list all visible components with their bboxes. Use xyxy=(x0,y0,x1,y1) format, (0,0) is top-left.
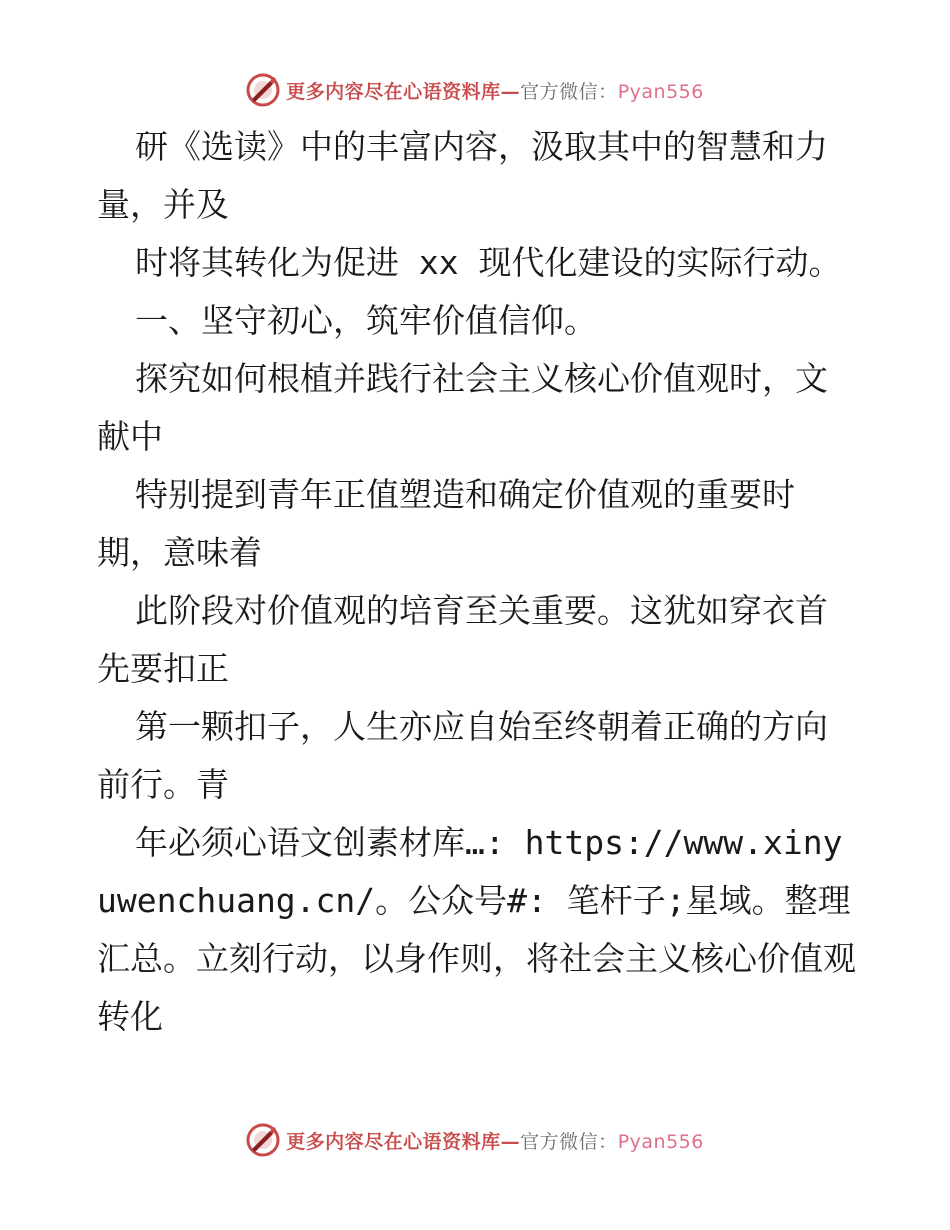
watermark-text xyxy=(286,1127,704,1154)
paragraph: 年必须心语文创素材库…: https://www.xinyuwenchuang.cn/。公众号#: 笔杆子;星域。整理汇总。立刻行动，以身作则，将社会主义核心价值观转化 xyxy=(97,823,856,1036)
paragraph: 研《选读》中的丰富内容，汲取其中的智慧和力量，并及 xyxy=(97,127,828,224)
paragraph: 此阶段对价值观的培育至关重要。这犹如穿衣首先要扣正 xyxy=(97,591,828,688)
watermark-official: 官方微信： xyxy=(520,80,618,103)
watermark-official: 官方微信： xyxy=(520,1130,618,1153)
paragraph: 第一颗扣子，人生亦应自始至终朝着正确的方向前行。青 xyxy=(97,707,828,804)
watermark-main: 更多内容尽在心语资料库 xyxy=(286,1130,501,1153)
watermark-wechat-id: Pyan556 xyxy=(617,1130,704,1153)
paragraph: 一、坚守初心，筑牢价值信仰。 xyxy=(135,301,597,340)
watermark-wechat-id: Pyan556 xyxy=(617,80,704,103)
footer-watermark xyxy=(0,1120,950,1160)
watermark-dash: — xyxy=(500,80,521,103)
watermark-dash: — xyxy=(500,1130,521,1153)
paragraph: 特别提到青年正值塑造和确定价值观的重要时期，意味着 xyxy=(97,475,795,572)
watermark-main: 更多内容尽在心语资料库 xyxy=(286,80,501,103)
paragraph: 时将其转化为促进 xx 现代化建设的实际行动。 xyxy=(135,243,842,282)
logo-icon xyxy=(246,1123,280,1157)
header-watermark xyxy=(0,70,950,110)
watermark-text xyxy=(286,77,704,104)
body-text xyxy=(97,118,857,1046)
paragraph: 探究如何根植并践行社会主义核心价值观时，文献中 xyxy=(97,359,828,456)
logo-icon xyxy=(246,73,280,107)
